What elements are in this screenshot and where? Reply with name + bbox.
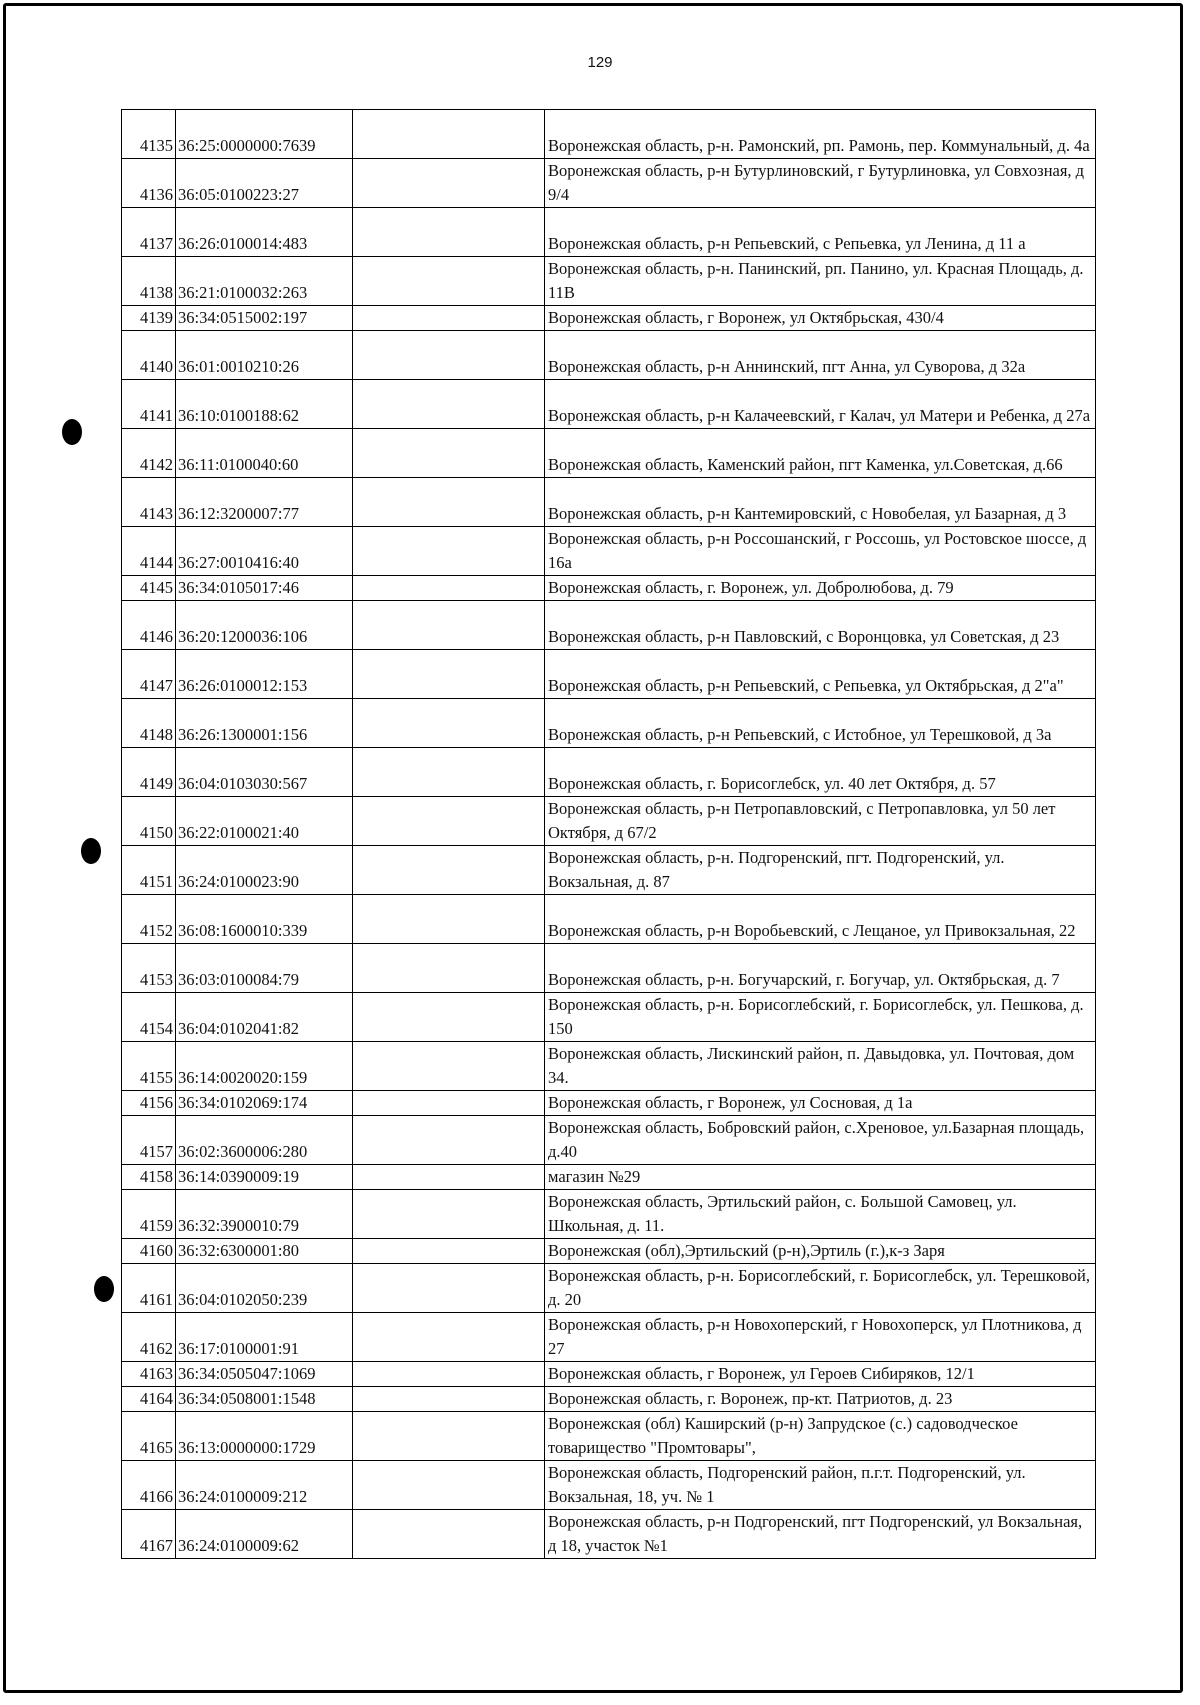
row-number-cell: 4143 — [122, 478, 176, 527]
empty-cell — [353, 1412, 545, 1461]
address-cell: магазин №29 — [545, 1165, 1096, 1190]
address-cell: Воронежская область, р-н. Панинский, рп. Панино, ул. Красная Площадь, д. 11В — [545, 257, 1096, 306]
property-registry-table — [121, 109, 1096, 1559]
address-cell: Воронежская область, р-н Россошанский, г Россошь, ул Ростовское шоссе, д 16а — [545, 527, 1096, 576]
cadastral-number-cell: 36:20:1200036:106 — [176, 601, 353, 650]
address-cell: Воронежская область, р-н Бутурлиновский, г Бутурлиновка, ул Совхозная, д 9/4 — [545, 159, 1096, 208]
row-number-cell: 4158 — [122, 1165, 176, 1190]
row-number-cell: 4160 — [122, 1239, 176, 1264]
empty-cell — [353, 257, 545, 306]
cadastral-number-cell: 36:13:0000000:1729 — [176, 1412, 353, 1461]
address-cell: Воронежская область, р-н Репьевский, с Репьевка, ул Октябрьская, д 2"а" — [545, 650, 1096, 699]
table-row — [122, 1313, 1096, 1362]
empty-cell — [353, 944, 545, 993]
cadastral-number-cell: 36:32:6300001:80 — [176, 1239, 353, 1264]
table-row — [122, 159, 1096, 208]
address-cell: Воронежская область, р-н. Рамонский, рп. Рамонь, пер. Коммунальный, д. 4а — [545, 110, 1096, 159]
address-cell: Воронежская (обл) Каширский (р-н) Запрудское (с.) садоводческое товарищество "Промтовары", — [545, 1412, 1096, 1461]
empty-cell — [353, 1264, 545, 1313]
row-number-cell: 4146 — [122, 601, 176, 650]
empty-cell — [353, 478, 545, 527]
cadastral-number-cell: 36:03:0100084:79 — [176, 944, 353, 993]
row-number-cell: 4161 — [122, 1264, 176, 1313]
row-number-cell: 4157 — [122, 1116, 176, 1165]
table-row — [122, 576, 1096, 601]
empty-cell — [353, 110, 545, 159]
empty-cell — [353, 1165, 545, 1190]
cadastral-number-cell: 36:32:3900010:79 — [176, 1190, 353, 1239]
empty-cell — [353, 699, 545, 748]
address-cell: Воронежская область, р-н Кантемировский, с Новобелая, ул Базарная, д 3 — [545, 478, 1096, 527]
empty-cell — [353, 306, 545, 331]
cadastral-number-cell: 36:24:0100009:212 — [176, 1461, 353, 1510]
address-cell: Воронежская область, р-н Новохоперский, г Новохоперск, ул Плотникова, д 27 — [545, 1313, 1096, 1362]
table-row — [122, 748, 1096, 797]
empty-cell — [353, 748, 545, 797]
cadastral-number-cell: 36:27:0010416:40 — [176, 527, 353, 576]
table-row — [122, 331, 1096, 380]
table-row — [122, 478, 1096, 527]
cadastral-number-cell: 36:21:0100032:263 — [176, 257, 353, 306]
cadastral-number-cell: 36:34:0508001:1548 — [176, 1387, 353, 1412]
table-row — [122, 1510, 1096, 1559]
row-number-cell: 4142 — [122, 429, 176, 478]
empty-cell — [353, 1239, 545, 1264]
address-cell: Воронежская область, р-н Петропавловский, с Петропавловка, ул 50 лет Октября, д 67/2 — [545, 797, 1096, 846]
empty-cell — [353, 1116, 545, 1165]
row-number-cell: 4138 — [122, 257, 176, 306]
empty-cell — [353, 429, 545, 478]
empty-cell — [353, 895, 545, 944]
cadastral-number-cell: 36:11:0100040:60 — [176, 429, 353, 478]
address-cell: Воронежская область, р-н Калачеевский, г Калач, ул Матери и Ребенка, д 27а — [545, 380, 1096, 429]
empty-cell — [353, 1190, 545, 1239]
address-cell: Воронежская область, Лискинский район, п. Давыдовка, ул. Почтовая, дом 34. — [545, 1042, 1096, 1091]
address-cell: Воронежская область, Бобровский район, с.Хреновое, ул.Базарная площадь, д.40 — [545, 1116, 1096, 1165]
row-number-cell: 4156 — [122, 1091, 176, 1116]
row-number-cell: 4162 — [122, 1313, 176, 1362]
row-number-cell: 4141 — [122, 380, 176, 429]
row-number-cell: 4167 — [122, 1510, 176, 1559]
row-number-cell: 4155 — [122, 1042, 176, 1091]
address-cell: Воронежская область, Эртильский район, с. Большой Самовец, ул. Школьная, д. 11. — [545, 1190, 1096, 1239]
empty-cell — [353, 576, 545, 601]
cadastral-number-cell: 36:08:1600010:339 — [176, 895, 353, 944]
cadastral-number-cell: 36:14:0390009:19 — [176, 1165, 353, 1190]
table-row — [122, 944, 1096, 993]
address-cell: Воронежская область, г. Воронеж, пр-кт. Патриотов, д. 23 — [545, 1387, 1096, 1412]
address-cell: Воронежская область, р-н. Богучарский, г. Богучар, ул. Октябрьская, д. 7 — [545, 944, 1096, 993]
empty-cell — [353, 601, 545, 650]
table-row — [122, 1190, 1096, 1239]
address-cell: Воронежская область, Каменский район, пгт Каменка, ул.Советская, д.66 — [545, 429, 1096, 478]
address-cell: Воронежская (обл),Эртильский (р-н),Эртиль (г.),к-з Заря — [545, 1239, 1096, 1264]
address-cell: Воронежская область, г Воронеж, ул Сосновая, д 1а — [545, 1091, 1096, 1116]
table-row — [122, 1091, 1096, 1116]
row-number-cell: 4166 — [122, 1461, 176, 1510]
address-cell: Воронежская область, р-н Репьевский, с Репьевка, ул Ленина, д 11 а — [545, 208, 1096, 257]
cadastral-number-cell: 36:24:0100023:90 — [176, 846, 353, 895]
table-row — [122, 797, 1096, 846]
cadastral-number-cell: 36:34:0105017:46 — [176, 576, 353, 601]
empty-cell — [353, 846, 545, 895]
table-row — [122, 699, 1096, 748]
cadastral-number-cell: 36:26:0100012:153 — [176, 650, 353, 699]
address-cell: Воронежская область, р-н. Борисоглебский, г. Борисоглебск, ул. Пешкова, д. 150 — [545, 993, 1096, 1042]
row-number-cell: 4148 — [122, 699, 176, 748]
table-row — [122, 257, 1096, 306]
punch-hole-mark — [62, 419, 82, 445]
empty-cell — [353, 1313, 545, 1362]
address-cell: Воронежская область, Подгоренский район, п.г.т. Подгоренский, ул. Вокзальная, 18, уч. № 1 — [545, 1461, 1096, 1510]
table-row — [122, 1239, 1096, 1264]
cadastral-number-cell: 36:25:0000000:7639 — [176, 110, 353, 159]
cadastral-number-cell: 36:34:0505047:1069 — [176, 1362, 353, 1387]
cadastral-number-cell: 36:24:0100009:62 — [176, 1510, 353, 1559]
row-number-cell: 4147 — [122, 650, 176, 699]
table-row — [122, 993, 1096, 1042]
page-number: 129 — [587, 54, 613, 71]
row-number-cell: 4154 — [122, 993, 176, 1042]
address-cell: Воронежская область, г. Воронеж, ул. Добролюбова, д. 79 — [545, 576, 1096, 601]
table-row — [122, 527, 1096, 576]
table-row — [122, 110, 1096, 159]
cadastral-number-cell: 36:22:0100021:40 — [176, 797, 353, 846]
row-number-cell: 4152 — [122, 895, 176, 944]
cadastral-number-cell: 36:34:0102069:174 — [176, 1091, 353, 1116]
table-row — [122, 1461, 1096, 1510]
cadastral-number-cell: 36:34:0515002:197 — [176, 306, 353, 331]
cadastral-number-cell: 36:05:0100223:27 — [176, 159, 353, 208]
empty-cell — [353, 1387, 545, 1412]
empty-cell — [353, 527, 545, 576]
row-number-cell: 4144 — [122, 527, 176, 576]
table-row — [122, 1165, 1096, 1190]
cadastral-number-cell: 36:01:0010210:26 — [176, 331, 353, 380]
address-cell: Воронежская область, р-н Аннинский, пгт Анна, ул Суворова, д 32а — [545, 331, 1096, 380]
empty-cell — [353, 1042, 545, 1091]
table-row — [122, 380, 1096, 429]
empty-cell — [353, 331, 545, 380]
table-row — [122, 650, 1096, 699]
address-cell: Воронежская область, р-н Воробьевский, с Лещаное, ул Привокзальная, 22 — [545, 895, 1096, 944]
table-row — [122, 1116, 1096, 1165]
punch-hole-mark — [81, 838, 101, 864]
table-row — [122, 429, 1096, 478]
table-row — [122, 1264, 1096, 1313]
cadastral-number-cell: 36:10:0100188:62 — [176, 380, 353, 429]
row-number-cell: 4163 — [122, 1362, 176, 1387]
cadastral-number-cell: 36:17:0100001:91 — [176, 1313, 353, 1362]
empty-cell — [353, 208, 545, 257]
row-number-cell: 4164 — [122, 1387, 176, 1412]
address-cell: Воронежская область, р-н Павловский, с Воронцовка, ул Советская, д 23 — [545, 601, 1096, 650]
row-number-cell: 4145 — [122, 576, 176, 601]
row-number-cell: 4137 — [122, 208, 176, 257]
cadastral-number-cell: 36:04:0103030:567 — [176, 748, 353, 797]
address-cell: Воронежская область, р-н. Подгоренский, пгт. Подгоренский, ул. Вокзальная, д. 87 — [545, 846, 1096, 895]
address-cell: Воронежская область, г. Борисоглебск, ул. 40 лет Октября, д. 57 — [545, 748, 1096, 797]
empty-cell — [353, 650, 545, 699]
empty-cell — [353, 1362, 545, 1387]
address-cell: Воронежская область, г Воронеж, ул Октябрьская, 430/4 — [545, 306, 1096, 331]
empty-cell — [353, 1461, 545, 1510]
address-cell: Воронежская область, р-н Подгоренский, пгт Подгоренский, ул Вокзальная, д 18, участок №1 — [545, 1510, 1096, 1559]
row-number-cell: 4139 — [122, 306, 176, 331]
cadastral-number-cell: 36:14:0020020:159 — [176, 1042, 353, 1091]
empty-cell — [353, 1091, 545, 1116]
table-row — [122, 601, 1096, 650]
punch-hole-mark — [94, 1276, 114, 1302]
table-row — [122, 1042, 1096, 1091]
row-number-cell: 4135 — [122, 110, 176, 159]
cadastral-number-cell: 36:12:3200007:77 — [176, 478, 353, 527]
address-cell: Воронежская область, р-н Репьевский, с Истобное, ул Терешковой, д 3а — [545, 699, 1096, 748]
address-cell: Воронежская область, р-н. Борисоглебский, г. Борисоглебск, ул. Терешковой, д. 20 — [545, 1264, 1096, 1313]
row-number-cell: 4159 — [122, 1190, 176, 1239]
table-row — [122, 895, 1096, 944]
table-row — [122, 208, 1096, 257]
address-cell: Воронежская область, г Воронеж, ул Героев Сибиряков, 12/1 — [545, 1362, 1096, 1387]
cadastral-number-cell: 36:26:1300001:156 — [176, 699, 353, 748]
cadastral-number-cell: 36:02:3600006:280 — [176, 1116, 353, 1165]
row-number-cell: 4140 — [122, 331, 176, 380]
cadastral-number-cell: 36:04:0102041:82 — [176, 993, 353, 1042]
cadastral-number-cell: 36:26:0100014:483 — [176, 208, 353, 257]
table-row — [122, 846, 1096, 895]
table-row — [122, 1387, 1096, 1412]
empty-cell — [353, 380, 545, 429]
row-number-cell: 4150 — [122, 797, 176, 846]
empty-cell — [353, 159, 545, 208]
row-number-cell: 4165 — [122, 1412, 176, 1461]
cadastral-number-cell: 36:04:0102050:239 — [176, 1264, 353, 1313]
empty-cell — [353, 797, 545, 846]
table-row — [122, 1412, 1096, 1461]
empty-cell — [353, 993, 545, 1042]
empty-cell — [353, 1510, 545, 1559]
table-row — [122, 1362, 1096, 1387]
row-number-cell: 4153 — [122, 944, 176, 993]
row-number-cell: 4136 — [122, 159, 176, 208]
table-row — [122, 306, 1096, 331]
row-number-cell: 4149 — [122, 748, 176, 797]
row-number-cell: 4151 — [122, 846, 176, 895]
